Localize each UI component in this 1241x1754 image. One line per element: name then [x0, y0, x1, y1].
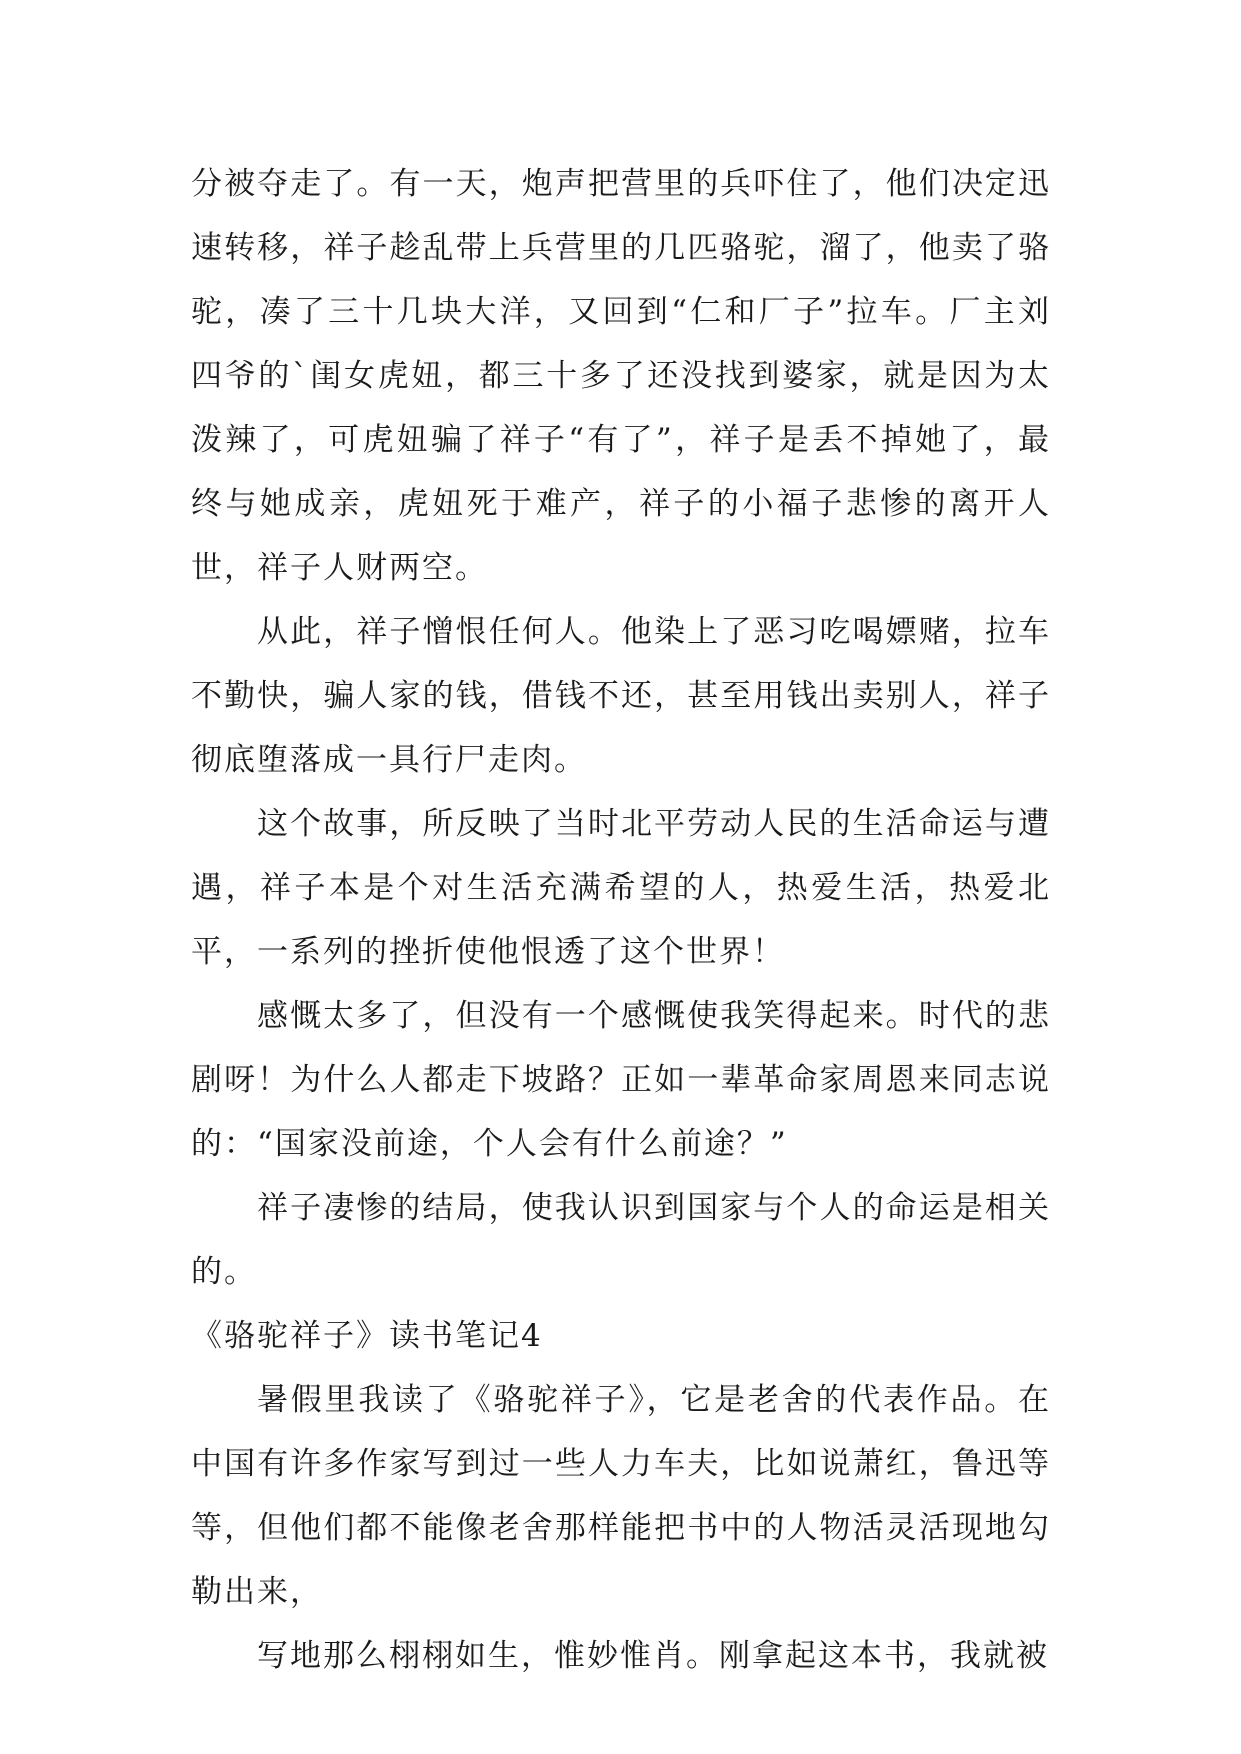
document-body: [191, 152, 1051, 1688]
paragraph: 感慨太多了，但没有一个感慨使我笑得起来。时代的悲剧呀！为什么人都走下坡路？正如一辈革命家周恩来同志说的：“国家没前途，个人会有什么前途？”: [191, 998, 1051, 1162]
paragraph: 祥子凄惨的结局，使我认识到国家与个人的命运是相关的。: [191, 1190, 1051, 1290]
paragraph: 从此，祥子憎恨任何人。他染上了恶习吃喝嫖赌，拉车不勤快，骗人家的钱，借钱不还，甚至用钱出卖别人，祥子彻底堕落成一具行尸走肉。: [191, 614, 1051, 778]
paragraph: 写地那么栩栩如生，惟妙惟肖。刚拿起这本书，我就被: [257, 1638, 1049, 1674]
section-heading: 《骆驼祥子》读书笔记4: [191, 1318, 543, 1354]
paragraph: 暑假里我读了《骆驼祥子》，它是老舍的代表作品。在中国有许多作家写到过一些人力车夫，比如说萧红，鲁迅等等，但他们都不能像老舍那样能把书中的人物活灵活现地勾勒出来，: [191, 1382, 1051, 1610]
paragraph: 这个故事，所反映了当时北平劳动人民的生活命运与遭遇，祥子本是个对生活充满希望的人，热爱生活，热爱北平，一系列的挫折使他恨透了这个世界！: [191, 806, 1051, 970]
paragraph: 分被夺走了。有一天，炮声把营里的兵吓住了，他们决定迅速转移，祥子趁乱带上兵营里的几匹骆驼，溜了，他卖了骆驼，凑了三十几块大洋，又回到“仁和厂子”拉车。厂主刘四爷的`闺女虎妞，都三十多了还没找到婆家，就是因为太泼辣了，可虎妞骗了祥子“有了”，祥子是丢不掉她了，最终与她成亲，虎妞死于难产，祥子的小福子悲惨的离开人世，祥子人财两空。: [191, 166, 1051, 586]
